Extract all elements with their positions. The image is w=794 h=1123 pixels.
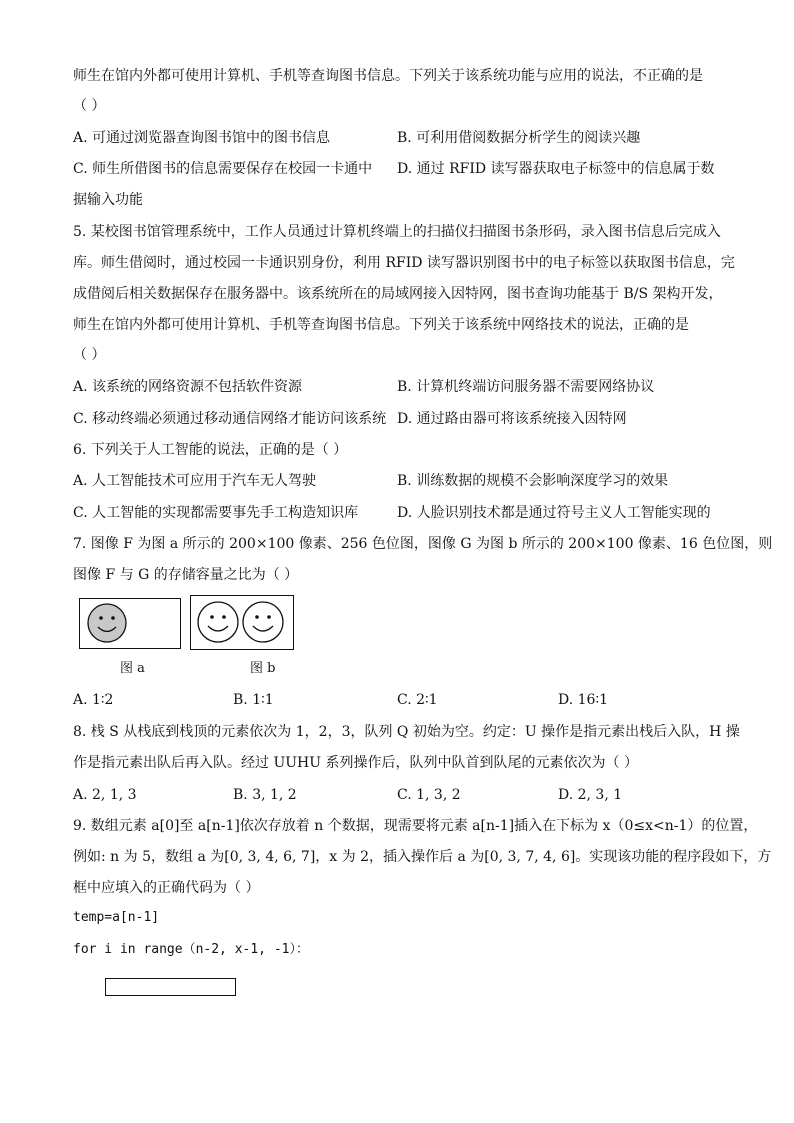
q4-option-b: B. 可利用借阅数据分析学生的阅读兴趣 xyxy=(397,130,641,146)
q6-option-d: D. 人脸识别技术都是通过符号主义人工智能实现的 xyxy=(397,505,711,521)
q7-option-a: A. 1∶2 xyxy=(73,692,114,708)
q9-stem-line-2: 例如: n 为 5，数组 a 为[0, 3, 4, 6, 7]，x 为 2，插入操作后 a 为[0, 3, 7, 4, 6]。实现该功能的程序段如下，方 xyxy=(73,849,772,865)
q8-option-c: C. 1, 3, 2 xyxy=(397,787,461,803)
q5-option-a: A. 该系统的网络资源不包括软件资源 xyxy=(73,379,303,395)
q7-option-d: D. 16∶1 xyxy=(558,692,608,708)
q8-option-b: B. 3, 1, 2 xyxy=(233,787,297,803)
q8-stem-line-1: 8. 栈 S 从栈底到栈顶的元素依次为 1，2，3，队列 Q 初始为空。约定：U 操作是指元素出栈后入队，H 操 xyxy=(73,724,740,740)
q6-stem: 6. 下列关于人工智能的说法，正确的是（ ） xyxy=(73,442,348,458)
figure-b-caption: 图 b xyxy=(250,661,276,676)
figure-a-smiley-icon xyxy=(80,599,179,647)
q9-stem-line-1: 9. 数组元素 a[0]至 a[n-1]依次存放着 n 个数据，现需要将元素 a[n-1]插入在下标为 x（0≤x<n-1）的位置， xyxy=(73,818,758,834)
q7-stem-line-1: 7. 图像 F 为图 a 所示的 200×100 像素、256 色位图，图像 G 为图 b 所示的 200×100 像素、16 色位图，则 xyxy=(73,536,773,552)
figure-a-frame xyxy=(79,598,181,649)
q6-option-a: A. 人工智能技术可应用于汽车无人驾驶 xyxy=(73,473,317,489)
q5-stem-line-3: 成借阅后相关数据保存在服务器中。该系统所在的局域网接入因特网，图书查询功能基于 B/S 架构开发， xyxy=(73,286,723,302)
figure-a-caption: 图 a xyxy=(120,661,145,676)
q5-option-c: C. 移动终端必须通过移动通信网络才能访问该系统 xyxy=(73,411,387,427)
q7-option-c: C. 2∶1 xyxy=(397,692,438,708)
q5-option-b: B. 计算机终端访问服务器不需要网络协议 xyxy=(397,379,655,395)
q4-option-c: C. 师生所借图书的信息需要保存在校园一卡通中 xyxy=(73,161,373,177)
q4-answer-paren: （ ） xyxy=(73,98,106,114)
q5-option-d: D. 通过路由器可将该系统接入因特网 xyxy=(397,411,627,427)
q9-code-line-2: for i in range（n-2, x-1, -1）： xyxy=(73,942,309,957)
q5-stem-line-1: 5. 某校图书馆管理系统中，工作人员通过计算机终端上的扫描仪扫描图书条形码，录入图书信息后完成入 xyxy=(73,224,721,240)
q9-code-line-1: temp=a[n-1] xyxy=(73,910,160,925)
q4-stem-line: 师生在馆内外都可使用计算机、手机等查询图书信息。下列关于该系统功能与应用的说法，不正确的是 xyxy=(73,68,703,84)
q8-stem-line-2: 作是指元素出队后再入队。经过 UUHU 系列操作后，队列中队首到队尾的元素依次为（ ） xyxy=(73,755,638,771)
q5-stem-line-2: 库。师生借阅时，通过校园一卡通识别身份，利用 RFID 读写器识别图书中的电子标签以获取图书信息，完 xyxy=(73,255,735,271)
q7-option-b: B. 1∶1 xyxy=(233,692,274,708)
figure-b-smiley-pair-icon xyxy=(191,596,292,648)
q4-option-d-cont: 据输入功能 xyxy=(73,192,143,208)
q8-option-d: D. 2, 3, 1 xyxy=(558,787,623,803)
q6-option-b: B. 训练数据的规模不会影响深度学习的效果 xyxy=(397,473,669,489)
q7-stem-line-2: 图像 F 与 G 的存储容量之比为（ ） xyxy=(73,567,299,583)
q6-option-c: C. 人工智能的实现都需要事先手工构造知识库 xyxy=(73,505,359,521)
q9-stem-line-3: 框中应填入的正确代码为（ ） xyxy=(73,880,260,896)
q4-option-d: D. 通过 RFID 读写器获取电子标签中的信息属于数 xyxy=(397,161,715,177)
q5-stem-line-4: 师生在馆内外都可使用计算机、手机等查询图书信息。下列关于该系统中网络技术的说法，正确的是 xyxy=(73,317,689,333)
q4-option-a: A. 可通过浏览器查询图书馆中的图书信息 xyxy=(73,130,331,146)
q9-answer-blank-box xyxy=(105,978,236,996)
q5-answer-paren: （ ） xyxy=(73,347,106,363)
q8-option-a: A. 2, 1, 3 xyxy=(73,787,137,803)
figure-b-frame xyxy=(190,595,294,650)
